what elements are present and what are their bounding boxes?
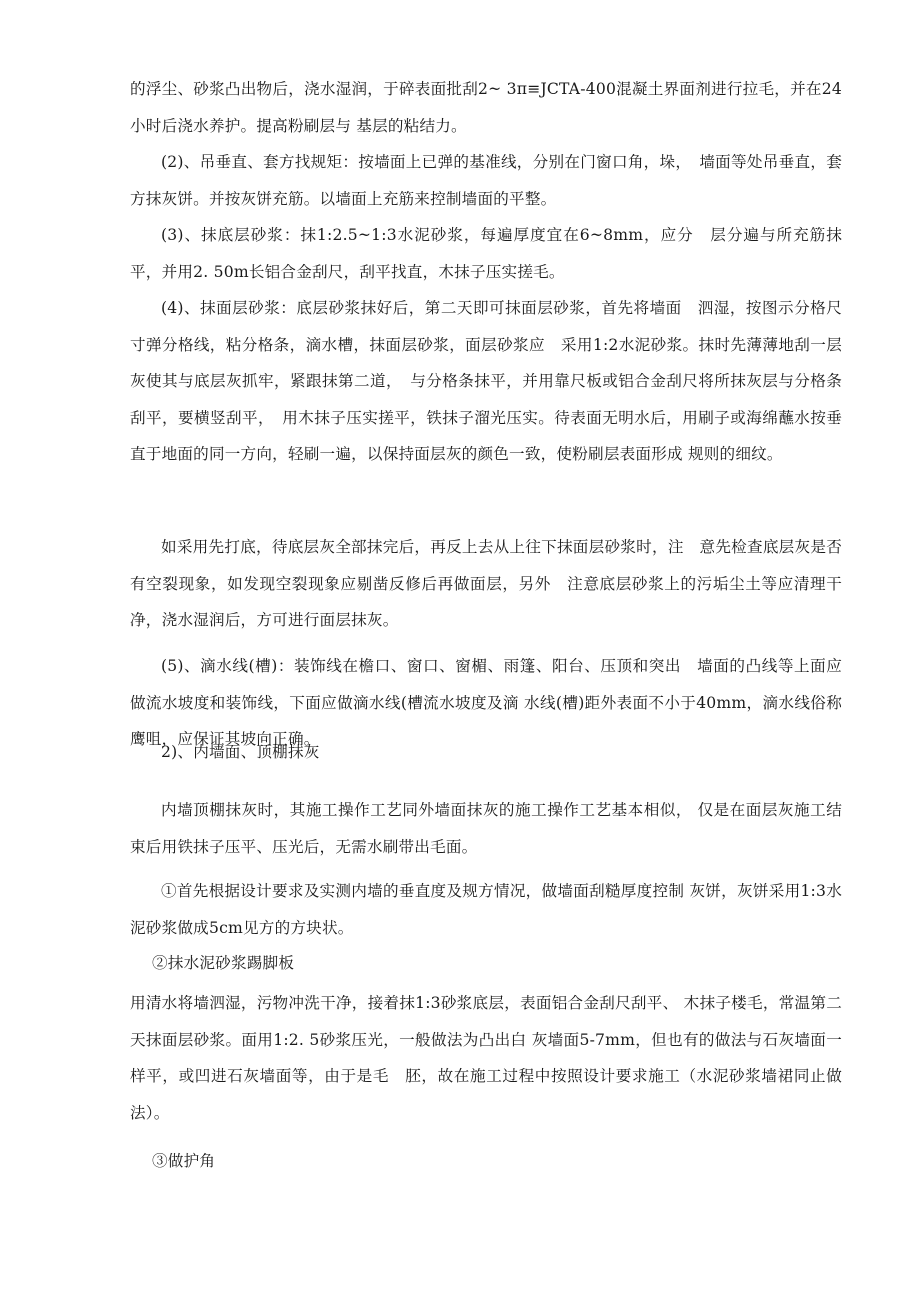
paragraph-skirting-method: 用清水将墙泗湿，污物冲洗干净，接着抹1:3砂浆底层，表面铝合金刮尺刮平、 木抹子楼毛，常温第二天抹面层砂浆。面用1:2. 5砂浆压光，一般做法为凸出白 灰墙面5-7mm，但也有的做法与石灰墙面一样平，或凹进石灰墙面等，由于是毛 胚，故在施工过程中按照设计要求施工（水泥砂浆墙裙同止做法）。 — [130, 994, 842, 1122]
heading-interior-wall: 2)、内墙面、顶棚抹灰 — [161, 743, 320, 761]
paragraph-interface-agent: 的浮尘、砂浆凸出物后，浇水湿润，于碎表面批刮2~ 3π≡JCTA-400混凝土界面剂进行拉毛，并在24小时后浇水养护。提高粉刷层与 基层的粘结力。 — [130, 80, 842, 135]
paragraph-base-mortar: (3)、抹底层砂浆：抹1:2.5~1:3水泥砂浆，每遍厚度宜在6~8mm，应分 层分遍与所充筋抹平，并用2. 50m长铝合金刮尺，刮平找直，木抹子压实搓毛。 — [130, 226, 842, 281]
heading-skirting: ②抹水泥砂浆踢脚板 — [152, 954, 295, 972]
paragraph-base-first: 如采用先打底，待底层灰全部抹完后，再反上去从上往下抹面层砂浆时，注 意先检查底层灰是否有空裂现象，如发现空裂现象应剔凿反修后再做面层，另外 注意底层砂浆上的污垢尘土等应清理干净，浇水湿润后，方可进行面层抹灰。 — [130, 538, 842, 629]
paragraph-drip-line: (5)、滴水线(槽)：装饰线在檐口、窗口、窗楣、雨篷、阳台、压顶和突出 墙面的凸线等上面应做流水坡度和装饰线，下面应做滴水线(槽流水坡度及滴 水线(槽)距外表面不小于40mm，滴水线俗称鹰咀，应保证其坡向正确。 — [130, 657, 842, 748]
heading-corner-guard: ③做护角 — [152, 1152, 216, 1170]
paragraph-interior-ceiling: 内墙顶棚抹灰时，其施工操作工艺同外墙面抹灰的施工操作工艺基本相似， 仅是在面层灰施工结束后用铁抹子压平、压光后，无需水刷带出毛面。 — [130, 801, 842, 856]
paragraph-plumb-square: (2)、吊垂直、套方找规矩：按墙面上已弹的基准线，分别在门窗口角，垛， 墙面等处吊垂直，套方抹灰饼。并按灰饼充筋。以墙面上充筋来控制墙面的平整。 — [130, 153, 842, 208]
paragraph-step-one: ①首先根据设计要求及实测内墙的垂直度及规方情况，做墙面刮糙厚度控制 灰饼，灰饼采用1:3水泥砂浆做成5cm见方的方块状。 — [130, 882, 842, 937]
paragraph-surface-mortar: (4)、抹面层砂浆：底层砂浆抹好后，第二天即可抹面层砂浆，首先将墙面 泗湿，按图示分格尺寸弹分格线，粘分格条，滴水槽，抹面层砂浆，面层砂浆应 采用1:2水泥砂浆。抹时先薄薄地刮一层灰使其与底层灰抓牢，紧跟抹第二道， 与分格条抹平，并用靠尺板或铝合金刮尺将所抹灰层与分格条刮平，要横竖刮平， 用木抹子压实搓平，铁抹子溜光压实。待表面无明水后，用刷子或海绵蘸水按垂 直于地面的同一方向，轻刷一遍，以保持面层灰的颜色一致，使粉刷层表面形成 规则的细纹。 — [130, 299, 858, 463]
